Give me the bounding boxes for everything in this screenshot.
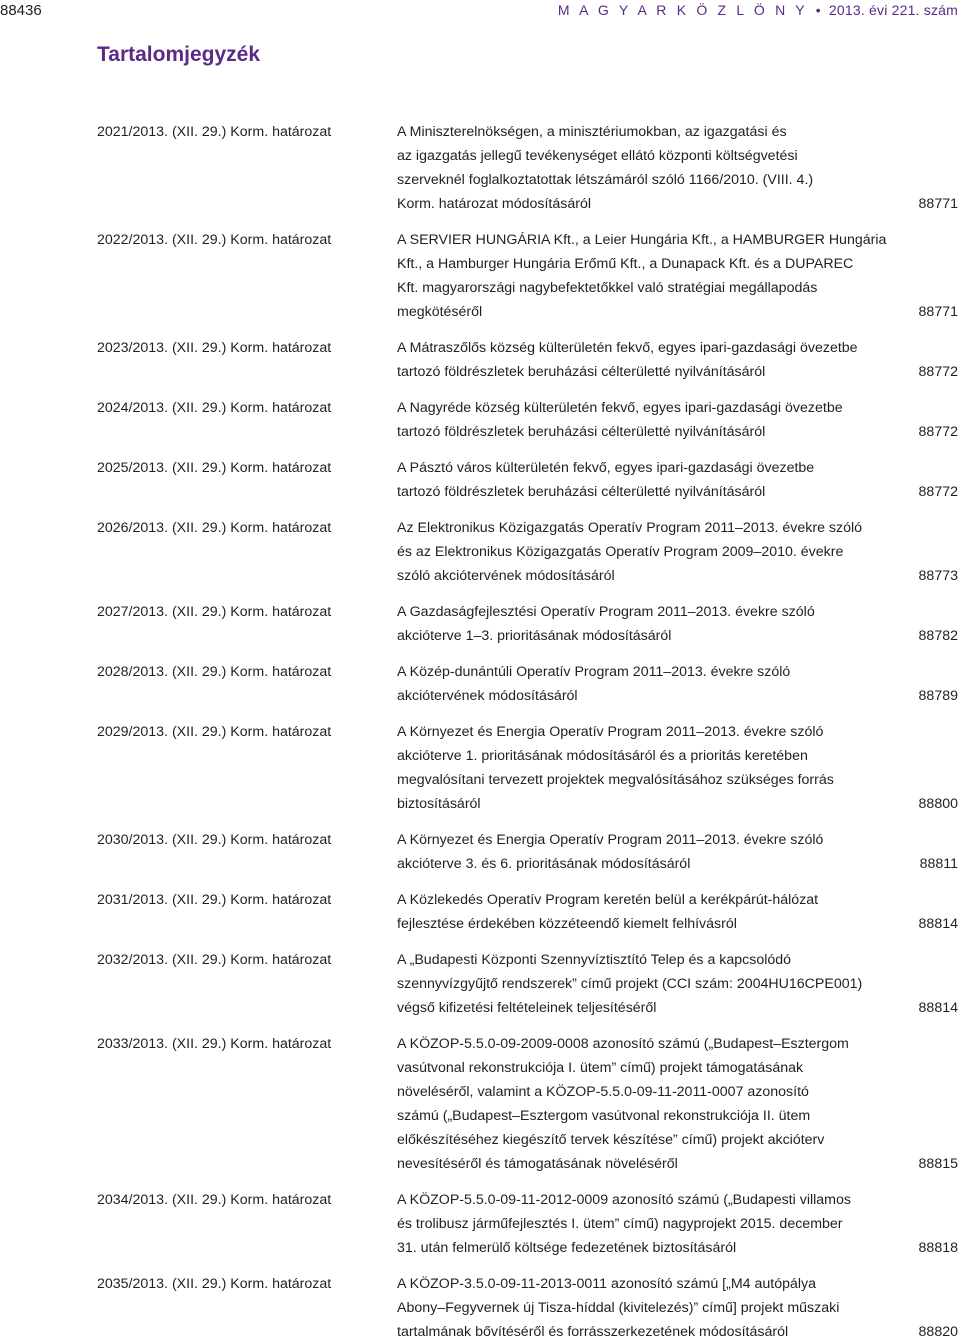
resolution-reference: 2035/2013. (XII. 29.) Korm. határozat [97,1276,332,1292]
resolution-reference: 2023/2013. (XII. 29.) Korm. határozat [97,340,332,356]
resolution-title [397,336,917,384]
page-reference: 88800 [918,796,958,812]
page-reference: 88811 [919,856,958,872]
page-reference: 88815 [918,1156,958,1172]
resolution-reference: 2034/2013. (XII. 29.) Korm. határozat [97,1192,332,1208]
publication-title: M A G Y A R K Ö Z L Ö N Y [557,2,808,18]
resolution-title [397,1272,917,1344]
resolution-title [397,456,917,504]
resolution-reference: 2029/2013. (XII. 29.) Korm. határozat [97,724,332,740]
resolution-reference: 2031/2013. (XII. 29.) Korm. határozat [97,892,332,908]
resolution-reference: 2032/2013. (XII. 29.) Korm. határozat [97,952,332,968]
page-reference: 88772 [918,484,958,500]
resolution-title-line: és trolibusz járműfejlesztés I. ütem” című) nagyprojekt 2015. december [397,1216,843,1232]
issue-label: 2013. évi 221. szám [828,2,958,18]
resolution-title [397,828,917,876]
resolution-title-line: A Mátraszőlős község külterületén fekvő, egyes ipari-gazdasági övezetbe [397,340,858,356]
resolution-title-line: szennyvízgyűjtő rendszerek” című projekt (CCI szám: 2004HU16CPE001) [397,976,863,992]
resolution-reference: 2024/2013. (XII. 29.) Korm. határozat [97,400,332,416]
resolution-title-line: A Környezet és Energia Operatív Program 2011–2013. évekre szóló [397,724,824,740]
resolution-reference: 2033/2013. (XII. 29.) Korm. határozat [97,1036,332,1052]
page-reference: 88772 [918,424,958,440]
resolution-title-line: Korm. határozat módosításáról [397,196,591,212]
page-reference: 88814 [918,916,958,932]
resolution-title-line: A KÖZOP-5.5.0-09-2009-0008 azonosító számú („Budapest–Esztergom [397,1036,849,1052]
resolution-title-line: A Pásztó város külterületén fekvő, egyes ipari-gazdasági övezetbe [397,460,815,476]
resolution-title-line: biztosításáról [397,796,481,812]
resolution-title-line: az igazgatás jellegű tevékenységet ellátó központi költségvetési [397,148,798,164]
resolution-title [397,396,917,444]
resolution-title-line: növeléséről, valamint a KÖZOP-5.5.0-09-11-2011-0007 azonosító [397,1084,809,1100]
resolution-reference: 2027/2013. (XII. 29.) Korm. határozat [97,604,332,620]
resolution-title-line: akcióterve 1–3. prioritásának módosításáról [397,628,672,644]
resolution-reference: 2022/2013. (XII. 29.) Korm. határozat [97,232,332,248]
page-reference: 88814 [918,1000,958,1016]
page-reference: 88818 [918,1240,958,1256]
resolution-title [397,228,917,324]
resolution-reference: 2025/2013. (XII. 29.) Korm. határozat [97,460,332,476]
page-reference: 88782 [918,628,958,644]
resolution-title-line: előkészítéséhez kiegészítő tervek készítése” című) projekt akcióterv [397,1132,825,1148]
running-head-separator: • [815,2,821,18]
resolution-title-line: A Közlekedés Operatív Program keretén belül a kerékpárút-hálózat [397,892,819,908]
resolution-title-line: Kft. magyarországi nagybefektetőkkel való stratégiai megállapodás [397,280,818,296]
resolution-title [397,888,917,936]
resolution-title [397,516,917,588]
resolution-title-line: tartozó földrészletek beruházási célterületté nyilvánításáról [397,364,766,380]
page-reference: 88772 [918,364,958,380]
resolution-reference: 2030/2013. (XII. 29.) Korm. határozat [97,832,332,848]
resolution-title-line: tartozó földrészletek beruházási célterületté nyilvánításáról [397,424,766,440]
resolution-reference: 2021/2013. (XII. 29.) Korm. határozat [97,124,332,140]
resolution-title-line: A Nagyréde község külterületén fekvő, egyes ipari-gazdasági övezetbe [397,400,843,416]
resolution-title-line: tartozó földrészletek beruházási célterületté nyilvánításáról [397,484,766,500]
resolution-title-line: szóló akciótervének módosításáról [397,568,615,584]
resolution-title-line: 31. után felmerülő költsége fedezetének biztosításáról [397,1240,737,1256]
page-reference: 88771 [918,196,958,212]
resolution-title-line: számú („Budapest–Esztergom vasútvonal rekonstrukciója II. ütem [397,1108,811,1124]
resolution-reference: 2028/2013. (XII. 29.) Korm. határozat [97,664,332,680]
resolution-title-line: A SERVIER HUNGÁRIA Kft., a Leier Hungária Kft., a HAMBURGER Hungária [397,232,887,248]
resolution-title [397,1032,917,1176]
resolution-title [397,1188,917,1260]
resolution-title [397,948,917,1020]
resolution-title-line: vasútvonal rekonstrukciója I. ütem” című) projekt támogatásának [397,1060,804,1076]
resolution-title [397,720,917,816]
resolution-title-line: végső kifizetési feltételeinek teljesítéséről [397,1000,657,1016]
resolution-title-line: Abony–Fegyvernek új Tisza-híddal (kivitelezés)” című] projekt műszaki [397,1300,840,1316]
resolution-title-line: A Gazdaságfejlesztési Operatív Program 2011–2013. évekre szóló [397,604,815,620]
resolution-title-line: akciótervének módosításáról [397,688,578,704]
resolution-title-line: A Miniszterelnökségen, a minisztériumokban, az igazgatási és [397,124,787,140]
section-title: Tartalomjegyzék [97,43,261,66]
resolution-title-line: tartalmának bővítéséről és forrásszerkezetének módosításáról [397,1324,789,1340]
page-reference: 88773 [918,568,958,584]
resolution-title-line: akcióterve 1. prioritásának módosításáról és a prioritás keretében [397,748,808,764]
resolution-title-line: akcióterve 3. és 6. prioritásának módosításáról [397,856,691,872]
resolution-title [397,600,917,648]
resolution-title-line: szerveknél foglalkoztatottak létszámáról szóló 1166/2010. (VIII. 4.) [397,172,814,188]
resolution-title-line: Kft., a Hamburger Hungária Erőmű Kft., a Dunapack Kft. és a DUPAREC [397,256,854,272]
page-number: 88436 [0,2,42,19]
resolution-title-line: nevesítéséről és támogatásának növeléséről [397,1156,678,1172]
resolution-title [397,660,917,708]
resolution-title-line: és az Elektronikus Közigazgatás Operatív Program 2009–2010. évekre [397,544,844,560]
resolution-title-line: fejlesztése érdekében közzéteendő kiemelt felhívásról [397,916,737,932]
resolution-title-line: megvalósítani tervezett projektek megvalósításához szükséges forrás [397,772,834,788]
resolution-title-line: A Környezet és Energia Operatív Program 2011–2013. évekre szóló [397,832,824,848]
resolution-title-line: A „Budapesti Központi Szennyvíztisztító Telep és a kapcsolódó [397,952,792,968]
resolution-title-line: A Közép-dunántúli Operatív Program 2011–2013. évekre szóló [397,664,791,680]
page-reference: 88789 [918,688,958,704]
page-reference: 88820 [918,1324,958,1340]
resolution-reference: 2026/2013. (XII. 29.) Korm. határozat [97,520,332,536]
resolution-title [397,120,917,216]
resolution-title-line: A KÖZOP-3.5.0-09-11-2013-0011 azonosító számú [„M4 autópálya [397,1276,817,1292]
page-reference: 88771 [918,304,958,320]
resolution-title-line: megkötéséről [397,304,483,320]
resolution-title-line: Az Elektronikus Közigazgatás Operatív Program 2011–2013. évekre szóló [397,520,863,536]
resolution-title-line: A KÖZOP-5.5.0-09-11-2012-0009 azonosító számú („Budapesti villamos [397,1192,851,1208]
